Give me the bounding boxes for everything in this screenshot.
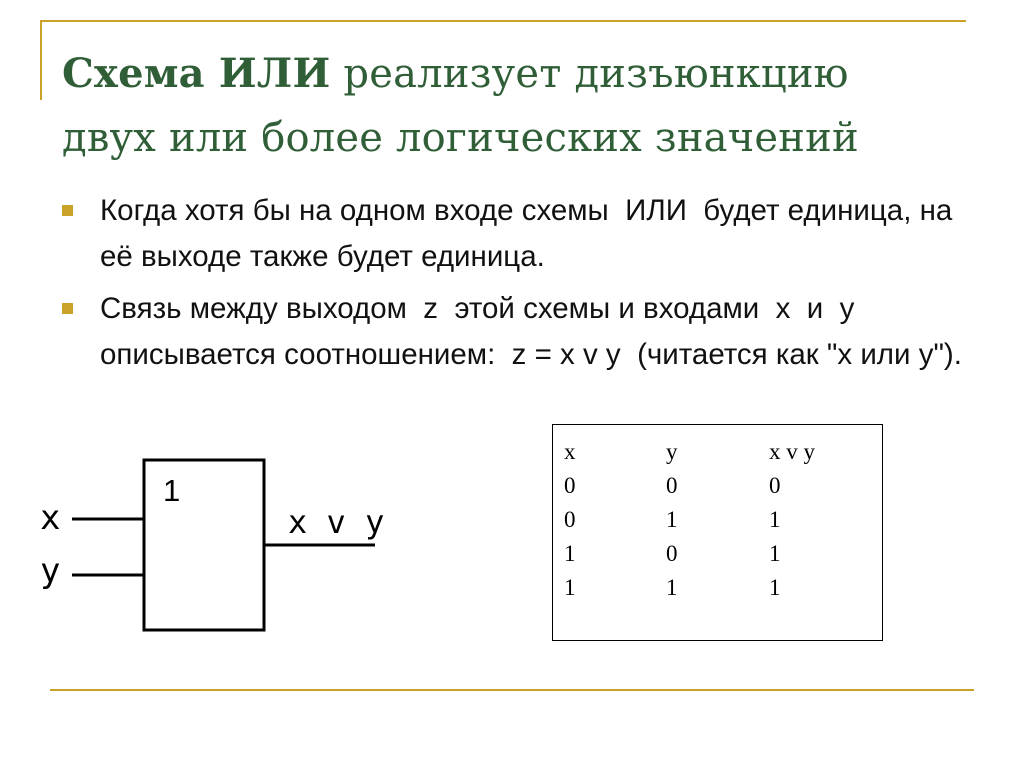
table-cell: 0 (564, 473, 576, 498)
gate-symbol: 1 (163, 473, 181, 508)
bullet-list (60, 188, 965, 384)
left-rule (40, 20, 42, 100)
bottom-rule (50, 689, 974, 691)
table-cell: 1 (564, 575, 576, 600)
top-rule (40, 20, 966, 22)
gate-box (144, 460, 264, 630)
title-bold-part: Схема ИЛИ (62, 50, 331, 97)
header-cell: x (564, 439, 576, 464)
header-cell: y (666, 439, 678, 464)
square-bullet-icon (62, 303, 73, 314)
table-cell: 1 (666, 507, 678, 532)
table-cell: 1 (666, 575, 678, 600)
table-cell: 0 (769, 473, 781, 498)
truth-table-grid (564, 437, 869, 607)
bullet-text: Связь между выходом z этой схемы и входами x и y описывается соотношением: z = x v y (читается как "x или y"). (100, 292, 962, 371)
table-cell: 1 (769, 507, 781, 532)
square-bullet-icon (62, 205, 73, 216)
output-label: x v y (288, 503, 385, 541)
truth-table (552, 424, 883, 641)
table-cell: 0 (666, 541, 678, 566)
slide-title (62, 42, 992, 170)
table-cell: 1 (564, 541, 576, 566)
or-gate-diagram (30, 445, 390, 640)
title-line1-rest: реализует дизъюнкцию (330, 51, 849, 97)
table-row (564, 573, 869, 607)
title-line2: двух или более логических значений (62, 115, 859, 161)
table-row (564, 539, 869, 573)
table-cell: 1 (769, 575, 781, 600)
table-row (564, 505, 869, 539)
input-y-label: y (40, 551, 61, 591)
table-cell: 0 (564, 507, 576, 532)
header-cell: x v y (769, 439, 815, 464)
table-header-row (564, 437, 869, 471)
input-x-label: x (40, 498, 61, 538)
bullet-item (60, 188, 965, 280)
table-cell: 1 (769, 541, 781, 566)
table-cell: 0 (666, 473, 678, 498)
bullet-item (60, 286, 965, 378)
table-row (564, 471, 869, 505)
bullet-text: Когда хотя бы на одном входе схемы ИЛИ будет единица, на её выходе также будет единица. (100, 194, 961, 273)
